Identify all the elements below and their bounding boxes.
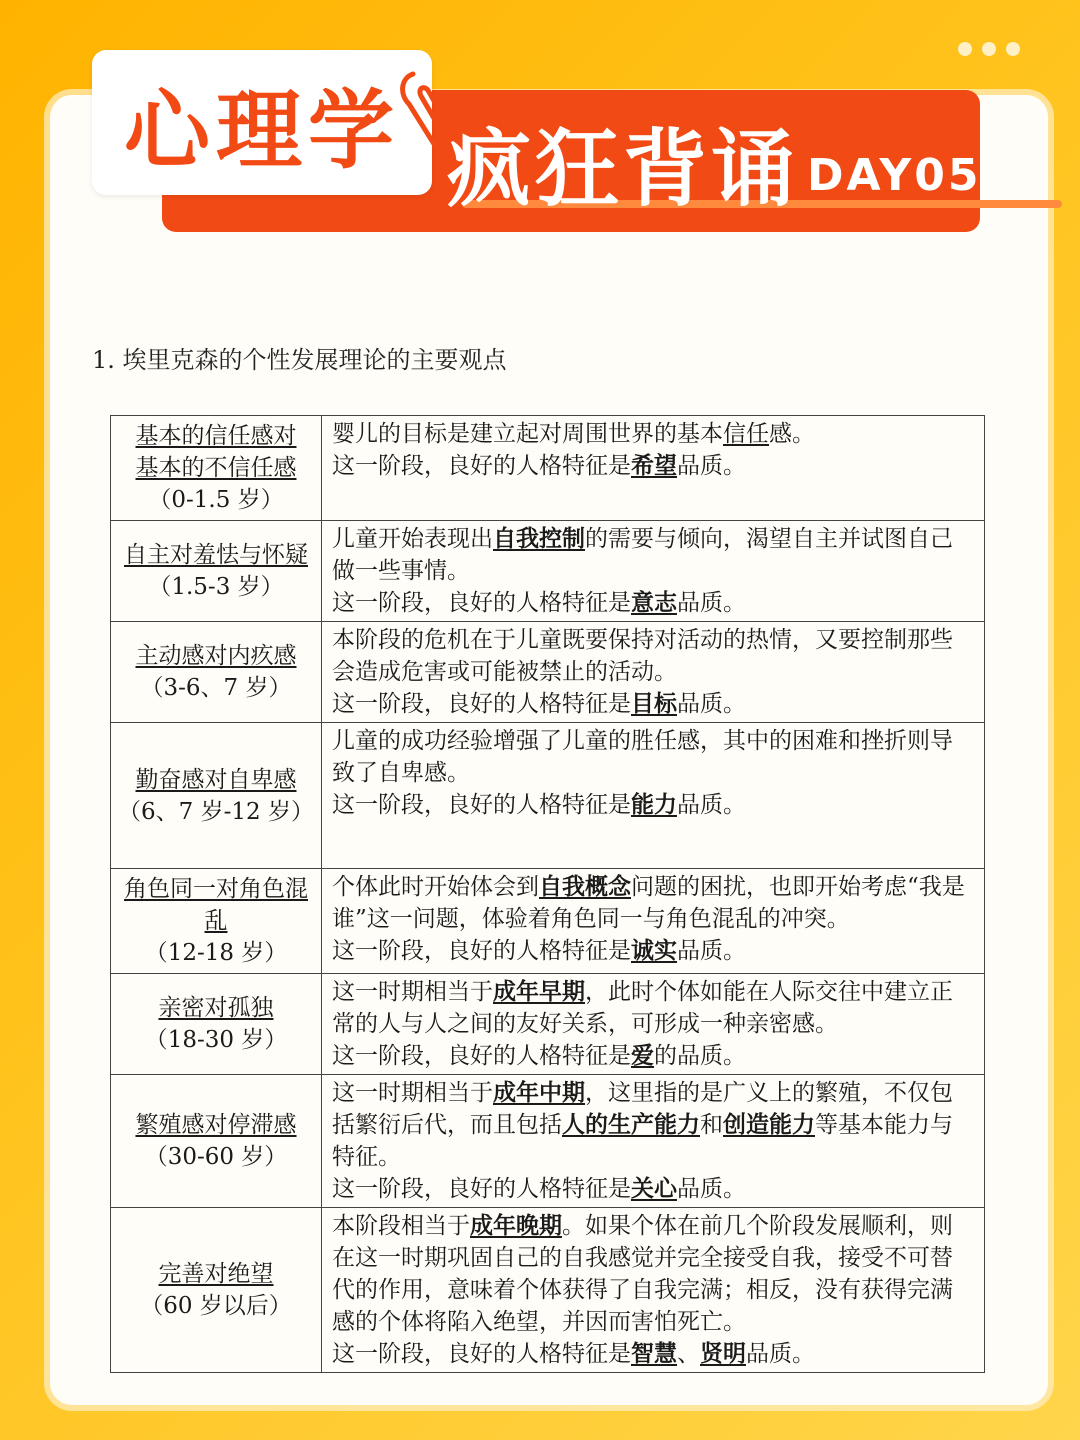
stage-name: 勤奋感对自卑感: [135, 766, 297, 793]
stage-description: 这一时期相当于成年中期，这里指的是广义上的繁殖，不仅包括繁衍后代，而且包括人的生产能力和创造能力等基本能力与特征。: [332, 1079, 953, 1170]
table-row: [111, 416, 985, 521]
stage-description-cell: [322, 622, 985, 723]
stage-description: 本阶段相当于成年晚期。如果个体在前几个阶段发展顺利，则在这一时期巩固自己的自我感觉并完全接受自我，接受不可替代的作用，意味着个体获得了自我完满；相反，没有获得完满感的个体将陷入绝望，并因而害怕死亡。: [332, 1212, 953, 1335]
title-badge: [92, 50, 432, 195]
key-term: 希望: [631, 452, 677, 479]
stage-description-cell: [322, 974, 985, 1075]
key-term: 目标: [631, 690, 677, 717]
key-term: 关心: [631, 1175, 677, 1202]
stage-age: （3-6、7 岁）: [140, 675, 292, 701]
stage-name: 完善对绝望: [158, 1261, 274, 1287]
table-row: [111, 1075, 985, 1208]
underlined-term: 信任: [723, 421, 769, 447]
stage-age: （0-1.5 岁）: [148, 487, 284, 513]
stage-name: 繁殖感对停滞感: [135, 1112, 297, 1138]
key-term: 人的生产能力: [562, 1111, 700, 1138]
key-term: 贤明: [700, 1340, 746, 1367]
table-row: [111, 869, 985, 974]
stage-cell: [111, 974, 322, 1075]
decorative-dots: [958, 42, 1020, 56]
stage-description: 这一阶段，良好的人格特征是智慧、贤明品质。: [332, 1340, 815, 1367]
key-term: 成年早期: [493, 978, 585, 1005]
stage-age: （1.5-3 岁）: [148, 574, 284, 600]
stage-age: （18-30 岁）: [144, 1027, 288, 1053]
stage-cell: [111, 521, 322, 622]
stage-description: 这一阶段，良好的人格特征是意志品质。: [332, 589, 746, 616]
stage-cell: [111, 622, 322, 723]
key-term: 爱: [631, 1042, 654, 1069]
stage-description: 这一阶段，良好的人格特征是希望品质。: [332, 452, 746, 479]
stage-description: 这一阶段，良好的人格特征是目标品质。: [332, 690, 746, 717]
key-term: 能力: [631, 791, 677, 818]
key-term: 智慧: [631, 1340, 677, 1367]
stage-name: 基本的信任感对: [135, 423, 297, 449]
table-row: [111, 521, 985, 622]
table-row: [111, 1208, 985, 1373]
stage-description: 婴儿的目标是建立起对周围世界的基本信任感。: [332, 421, 815, 447]
stage-age: （30-60 岁）: [144, 1144, 288, 1170]
key-term: 意志: [631, 589, 677, 616]
stage-description: 这一阶段，良好的人格特征是能力品质。: [332, 791, 746, 818]
table-row: [111, 622, 985, 723]
key-term: 创造能力: [723, 1111, 815, 1138]
stage-cell: [111, 723, 322, 869]
stage-description: 本阶段的危机在于儿童既要保持对活动的热情，又要控制那些会造成危害或可能被禁止的活动。: [332, 627, 953, 685]
section-heading: 1. 埃里克森的个性发展理论的主要观点: [92, 346, 507, 374]
stage-cell: [111, 416, 322, 521]
key-term: 成年中期: [493, 1079, 585, 1106]
stage-description: 这一阶段，良好的人格特征是爱的品质。: [332, 1042, 746, 1069]
table-row: [111, 974, 985, 1075]
stage-cell: [111, 869, 322, 974]
stage-age: （12-18 岁）: [144, 940, 288, 966]
stage-description-cell: [322, 723, 985, 869]
title-day: DAY05: [807, 150, 982, 201]
stage-description: 这一阶段，良好的人格特征是关心品质。: [332, 1175, 746, 1202]
stage-age: （6、7 岁-12 岁）: [118, 798, 314, 825]
stage-cell: [111, 1075, 322, 1208]
key-term: 诚实: [631, 937, 677, 964]
stage-description: 儿童的成功经验增强了儿童的胜任感，其中的困难和挫折则导致了自卑感。: [332, 728, 953, 786]
key-term: 成年晚期: [470, 1212, 562, 1239]
erikson-stages-table: [110, 415, 985, 1373]
stage-description: 儿童开始表现出自我控制的需要与倾向，渴望自主并试图自己做一些事情。: [332, 525, 953, 584]
table-row: [111, 723, 985, 869]
stage-description: 这一阶段，良好的人格特征是诚实品质。: [332, 937, 746, 964]
key-term: 自我概念: [539, 873, 631, 900]
stage-description-cell: [322, 869, 985, 974]
stage-description: 个体此时开始体会到自我概念问题的困扰，也即开始考虑“我是谁”这一问题，体验着角色同一与角色混乱的冲突。: [332, 873, 965, 932]
stage-description-cell: [322, 1208, 985, 1373]
stage-age: （60 岁以后）: [140, 1293, 292, 1319]
key-term: 自我控制: [493, 525, 585, 552]
stage-name: 亲密对孤独: [158, 995, 274, 1021]
stage-description-cell: [322, 521, 985, 622]
title-main: 疯狂背诵: [447, 120, 800, 218]
stage-description: 这一时期相当于成年早期，此时个体如能在人际交往中建立正常的人与人之间的友好关系，可形成一种亲密感。: [332, 978, 953, 1037]
stage-description-cell: [322, 416, 985, 521]
paperclip-icon: [395, 64, 455, 164]
stage-name: 角色同一对角色混乱: [124, 876, 308, 934]
stage-name: 自主对羞怯与怀疑: [124, 542, 308, 568]
title-left: 心理学: [124, 80, 400, 181]
stage-name: 主动感对内疚感: [135, 643, 297, 669]
stage-name: 基本的不信任感: [135, 455, 297, 481]
stage-description-cell: [322, 1075, 985, 1208]
stage-cell: [111, 1208, 322, 1373]
